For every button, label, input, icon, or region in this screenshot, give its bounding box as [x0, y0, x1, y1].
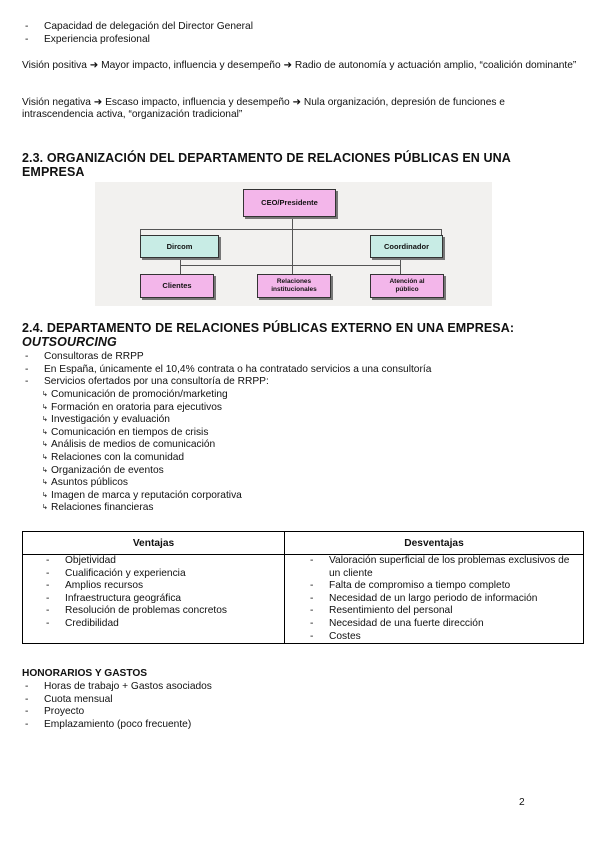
vision-negative-text: Visión negativa ➜ Escaso impacto, influencia y desempeño ➜ Nula organización, depresión de funciones e intrascendencia activa, “organización tradicional”	[22, 97, 505, 121]
service-item: ↳ Organización de eventos	[0, 465, 242, 478]
list-item: - Experiencia profesional	[22, 34, 253, 46]
node-label: Atención al público	[389, 278, 425, 293]
service-item: ↳ Comunicación de promoción/marketing	[0, 389, 242, 402]
node-label: Coordinador	[384, 241, 429, 251]
desventaja-item: - Costes	[307, 631, 583, 644]
ventaja-item: - Credibilidad	[43, 618, 284, 631]
desventaja-item: - Falta de compromiso a tiempo completo	[307, 580, 583, 593]
section-2-4-title-line2: OUTSOURCING	[22, 335, 117, 349]
ventaja-item: - Objetividad	[43, 555, 284, 568]
list-item: - Consultoras de RRPP	[22, 351, 431, 364]
node-relaciones-institucionales	[257, 274, 331, 298]
desventajas-cell	[285, 555, 584, 644]
service-item: ↳ Análisis de medios de comunicación	[0, 439, 242, 452]
ventaja-item: - Amplios recursos	[43, 580, 284, 593]
service-item: ↳ Formación en oratoria para ejecutivos	[0, 402, 242, 415]
ventajas-cell	[23, 555, 285, 644]
node-clientes	[140, 274, 214, 298]
desventaja-item: - Valoración superficial de los problemas exclusivos de un cliente	[307, 555, 579, 580]
node-ceo	[243, 189, 336, 217]
connector-line	[180, 265, 181, 274]
node-label: Relaciones institucionales	[271, 278, 317, 293]
connector-line	[292, 217, 293, 279]
section-2-3-heading	[22, 151, 511, 179]
desventaja-item: - Resentimiento del personal	[307, 605, 583, 618]
service-item: ↳ Comunicación en tiempos de crisis	[0, 427, 242, 440]
section-2-3-title-line1: 2.3. ORGANIZACIÓN DEL DEPARTAMENTO DE RELACIONES PÚBLICAS EN UNA	[22, 151, 511, 165]
header-ventajas: Ventajas	[23, 532, 285, 555]
section-2-4-heading	[22, 321, 514, 349]
honorarios-title: HONORARIOS Y GASTOS	[22, 668, 148, 679]
outsourcing-list	[22, 351, 431, 389]
page-number: 2	[519, 797, 525, 808]
node-label: Clientes	[162, 281, 192, 290]
org-chart	[95, 182, 492, 306]
list-item: - Capacidad de delegación del Director General	[22, 21, 253, 34]
service-item: ↳ Imagen de marca y reputación corporativa	[0, 490, 242, 503]
desventaja-item: - Necesidad de un largo periodo de información	[307, 593, 583, 606]
desventaja-item: - Necesidad de una fuerte dirección	[307, 618, 583, 631]
node-label: CEO/Presidente	[261, 198, 318, 207]
node-dircom	[140, 235, 219, 258]
section-2-4-title-line1: 2.4. DEPARTAMENTO DE RELACIONES PÚBLICAS EXTERNO EN UNA EMPRESA:	[22, 321, 515, 335]
list-item: - Cuota mensual	[22, 694, 212, 707]
node-atencion-publico	[370, 274, 444, 298]
list-item: - Servicios ofertados por una consultoría de RRPP:	[22, 376, 431, 389]
section-2-3-title-line2: EMPRESA	[22, 165, 85, 179]
service-item: ↳ Relaciones financieras	[0, 502, 242, 515]
service-item: ↳ Relaciones con la comunidad	[0, 452, 242, 465]
connector-line	[400, 265, 401, 274]
list-item: - En España, únicamente el 10,4% contrata o ha contratado servicios a una consultoría	[22, 364, 431, 377]
ventaja-item: - Infraestructura geográfica	[43, 593, 284, 606]
service-item: ↳ Asuntos públicos	[0, 477, 242, 490]
connector-line	[140, 229, 442, 230]
list-item: - Horas de trabajo + Gastos asociados	[22, 681, 212, 694]
node-label: Dircom	[166, 241, 193, 251]
header-desventajas: Desventajas	[285, 532, 584, 555]
vision-positive-text: Visión positiva ➜ Mayor impacto, influencia y desempeño ➜ Radio de autonomía y actuación amplio, “coalición dominante”	[22, 60, 577, 71]
connector-line	[180, 265, 400, 266]
pros-cons-table	[22, 531, 584, 644]
services-list	[0, 389, 242, 515]
top-list	[22, 21, 253, 46]
list-item: - Proyecto	[22, 706, 212, 719]
honorarios-list	[22, 681, 212, 731]
ventaja-item: - Resolución de problemas concretos	[43, 605, 284, 618]
list-item: - Emplazamiento (poco frecuente)	[22, 719, 212, 732]
service-item: ↳ Investigación y evaluación	[0, 414, 242, 427]
node-coordinador	[370, 235, 443, 258]
ventaja-item: - Cualificación y experiencia	[43, 568, 284, 581]
